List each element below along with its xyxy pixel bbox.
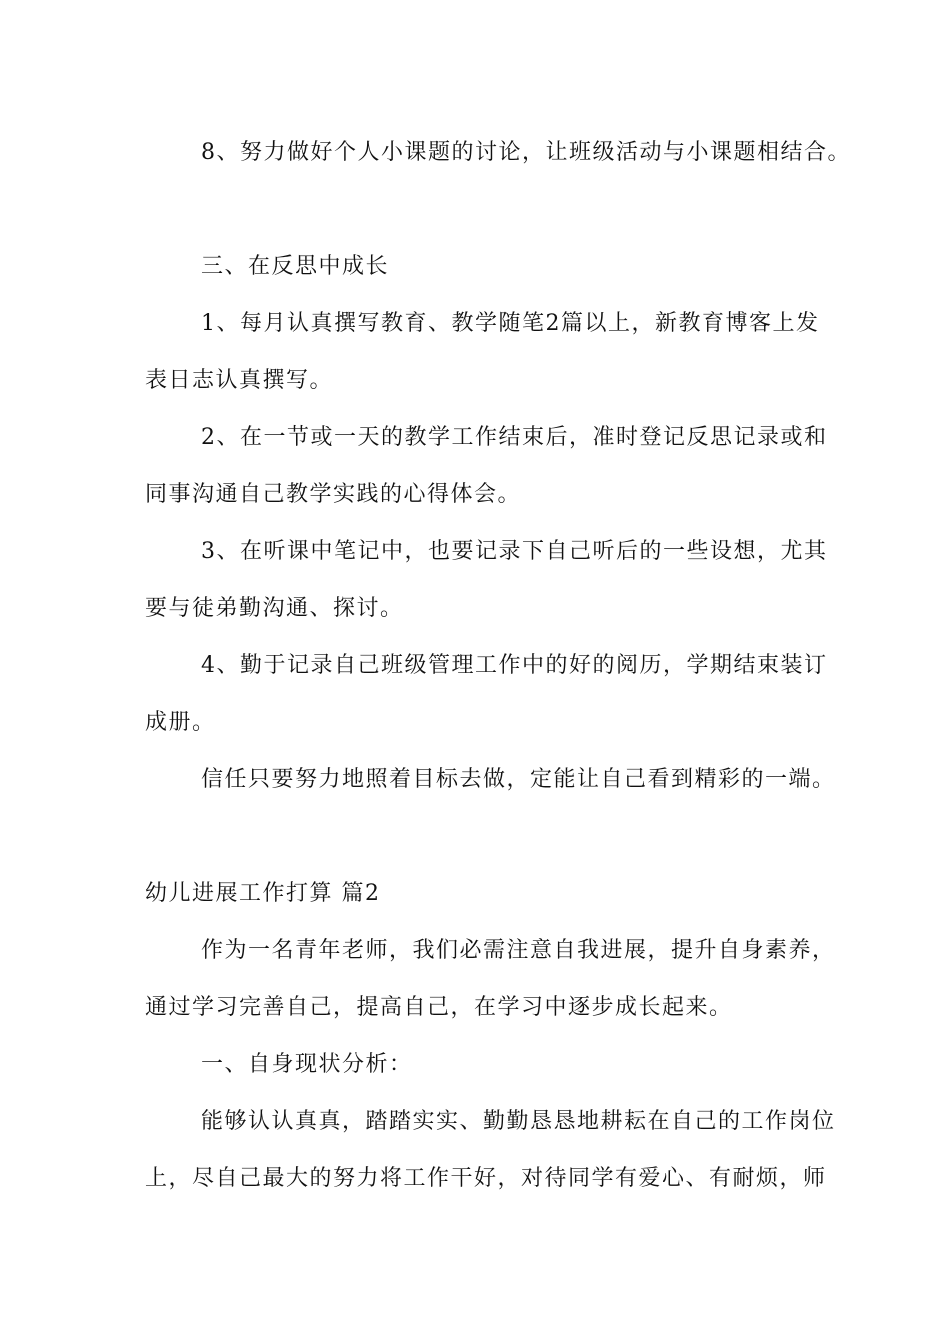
paragraph-line: 要与徒弟勤沟通、探讨。 [145,596,404,621]
article-title: 幼儿进展工作打算 篇2 [145,881,381,906]
paragraph-line: 1、每月认真撰写教育、教学随笔2篇以上，新教育博客上发 [201,311,820,336]
paragraph-line: 2、在一节或一天的教学工作结束后，准时登记反思记录或和 [201,425,828,450]
paragraph-line: 8、努力做好个人小课题的讨论，让班级活动与小课题相结合。 [201,140,851,165]
paragraph-line: 作为一名青年老师，我们必需注意自我进展，提升自身素养， [201,938,836,963]
paragraph-line: 能够认认真真，踏踏实实、勤勤恳恳地耕耘在自己的工作岗位 [201,1109,836,1134]
paragraph-line: 上，尽自己最大的努力将工作干好，对待同学有爱心、有耐烦，师 [145,1166,827,1191]
paragraph-line: 同事沟通自己教学实践的心得体会。 [145,482,522,507]
paragraph-line: 通过学习完善自己，提高自己，在学习中逐步成长起来。 [145,995,733,1020]
paragraph-line: 成册。 [145,710,216,735]
paragraph-line: 4、勤于记录自己班级管理工作中的好的阅历，学期结束装订 [201,653,828,678]
section-heading: 一、自身现状分析： [201,1052,413,1077]
paragraph-line: 3、在听课中笔记中，也要记录下自己听后的一些设想，尤其 [201,539,828,564]
section-heading: 三、在反思中成长 [201,254,390,279]
paragraph-line: 信任只要努力地照着目标去做，定能让自己看到精彩的一端。 [201,767,836,792]
paragraph-line: 表日志认真撰写。 [145,368,334,393]
